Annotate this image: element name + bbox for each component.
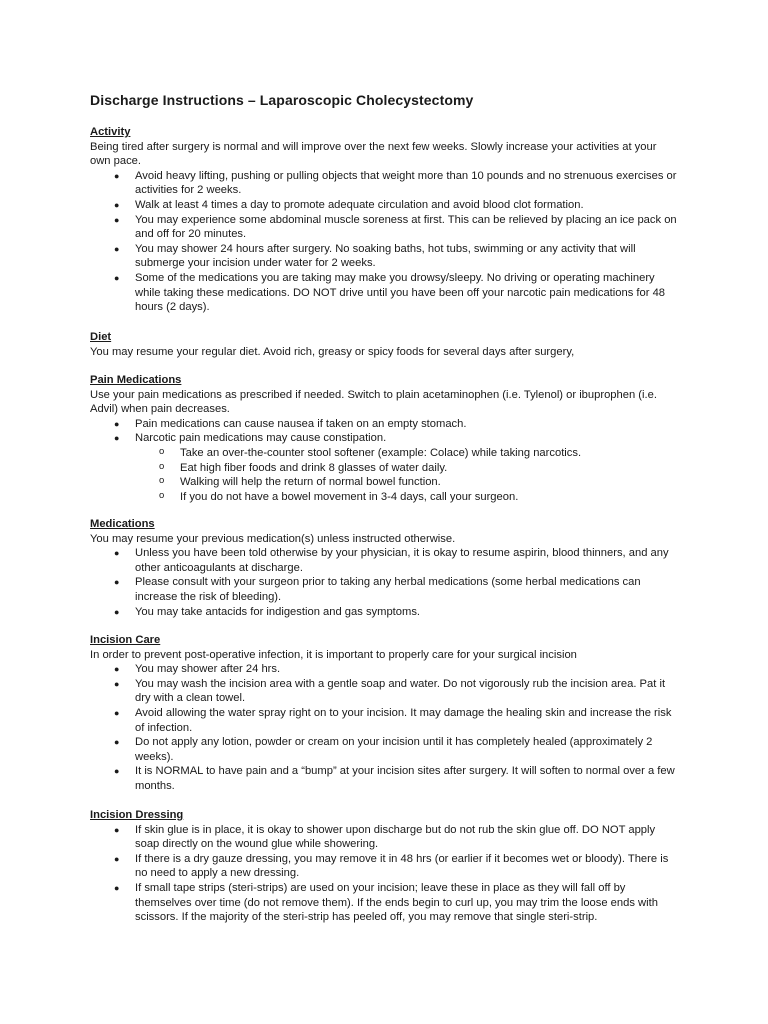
bullet-list	[90, 546, 680, 619]
section-intro: You may resume your regular diet. Avoid rich, greasy or spicy foods for several days after surgery,	[90, 345, 575, 358]
document-title: Discharge Instructions – Laparoscopic Cholecystectomy	[90, 92, 474, 108]
list-item: ● Do not apply any lotion, powder or cream on your incision until it has completely healed (approximately 2 weeks).	[90, 735, 680, 764]
section-incision-dressing	[90, 808, 680, 925]
list-item: ● You may experience some abdominal muscle soreness at first. This can be relieved by placing an ice pack on and off for 20 minutes.	[90, 213, 680, 242]
bullet-list	[90, 662, 680, 793]
list-item: ● You may wash the incision area with a gentle soap and water. Do not vigorously rub the incision area. Pat it dry with a clean towel.	[90, 677, 680, 706]
list-item-text: Narcotic pain medications may cause constipation.	[135, 432, 387, 445]
sub-list-item: o Take an over-the-counter stool softener (example: Colace) while taking narcotics.	[90, 446, 680, 461]
section-pain-medications	[90, 373, 680, 504]
bullet-list	[90, 169, 680, 315]
section-intro: Being tired after surgery is normal and will improve over the next few weeks. Slowly increase your activities at your own pace.	[90, 140, 657, 168]
list-item: ● Avoid allowing the water spray right on to your incision. It may damage the healing skin and increase the risk of infection.	[90, 706, 680, 735]
bullet-list	[90, 417, 680, 505]
sub-list-item: o Walking will help the return of normal bowel function.	[90, 475, 680, 490]
section-heading: Diet	[90, 331, 112, 343]
bullet-list	[90, 823, 680, 925]
list-item: ● You may take antacids for indigestion and gas symptoms.	[90, 605, 680, 620]
section-activity	[90, 125, 680, 315]
list-item: ● Unless you have been told otherwise by your physician, it is okay to resume aspirin, blood thinners, and any other anticoagulants at discharge.	[90, 546, 680, 575]
section-intro: You may resume your previous medication(s) unless instructed otherwise.	[90, 532, 456, 545]
list-item: ● Walk at least 4 times a day to promote adequate circulation and avoid blood clot formation.	[90, 198, 680, 213]
section-heading: Medications	[90, 518, 155, 530]
section-intro: Use your pain medications as prescribed if needed. Switch to plain acetaminophen (i.e. Tylenol) or ibuprophen (i.e. Advil) when pain decreases.	[90, 388, 657, 416]
list-item: ● If small tape strips (steri-strips) are used on your incision; leave these in place as they will fall off by themselves over time (do not remove them). If the ends begin to curl up, you may trim the loose ends with scissors. If the majority of the steri-strip has peeled off, you may remove that single steri-strip.	[90, 881, 680, 925]
section-heading: Incision Dressing	[90, 809, 184, 821]
section-medications	[90, 517, 680, 619]
section-heading: Pain Medications	[90, 374, 182, 386]
list-item	[90, 431, 680, 504]
list-item: ● Avoid heavy lifting, pushing or pulling objects that weight more than 10 pounds and no strenuous exercises or activities for 2 weeks.	[90, 169, 680, 198]
section-diet	[90, 330, 680, 359]
list-item: ● Pain medications can cause nausea if taken on an empty stomach.	[90, 417, 680, 432]
section-heading: Incision Care	[90, 634, 161, 646]
list-item: ● You may shower after 24 hrs.	[90, 662, 680, 677]
list-item: ● Some of the medications you are taking may make you drowsy/sleepy. No driving or operating machinery while taking these medications. DO NOT drive until you have been off your narcotic pain medications for 48 hours (2 days).	[90, 271, 680, 315]
section-heading: Activity	[90, 126, 131, 138]
sub-list-item: o If you do not have a bowel movement in 3-4 days, call your surgeon.	[90, 490, 680, 505]
sub-list-item: o Eat high fiber foods and drink 8 glasses of water daily.	[90, 461, 680, 476]
list-item: ● If skin glue is in place, it is okay to shower upon discharge but do not rub the skin glue off. DO NOT apply soap directly on the wound glue while showering.	[90, 823, 680, 852]
section-incision-care	[90, 633, 680, 794]
list-item: ● Please consult with your surgeon prior to taking any herbal medications (some herbal medications can increase the risk of bleeding).	[90, 575, 680, 604]
list-item: ● It is NORMAL to have pain and a “bump” at your incision sites after surgery. It will soften to normal over a few months.	[90, 764, 680, 793]
list-item: ● If there is a dry gauze dressing, you may remove it in 48 hrs (or earlier if it becomes wet or bloody). There is no need to apply a new dressing.	[90, 852, 680, 881]
sub-bullet-list	[135, 446, 680, 504]
list-item: ● You may shower 24 hours after surgery. No soaking baths, hot tubs, swimming or any activity that will submerge your incision under water for 2 weeks.	[90, 242, 680, 271]
section-intro: In order to prevent post-operative infection, it is important to properly care for your surgical incision	[90, 648, 577, 661]
